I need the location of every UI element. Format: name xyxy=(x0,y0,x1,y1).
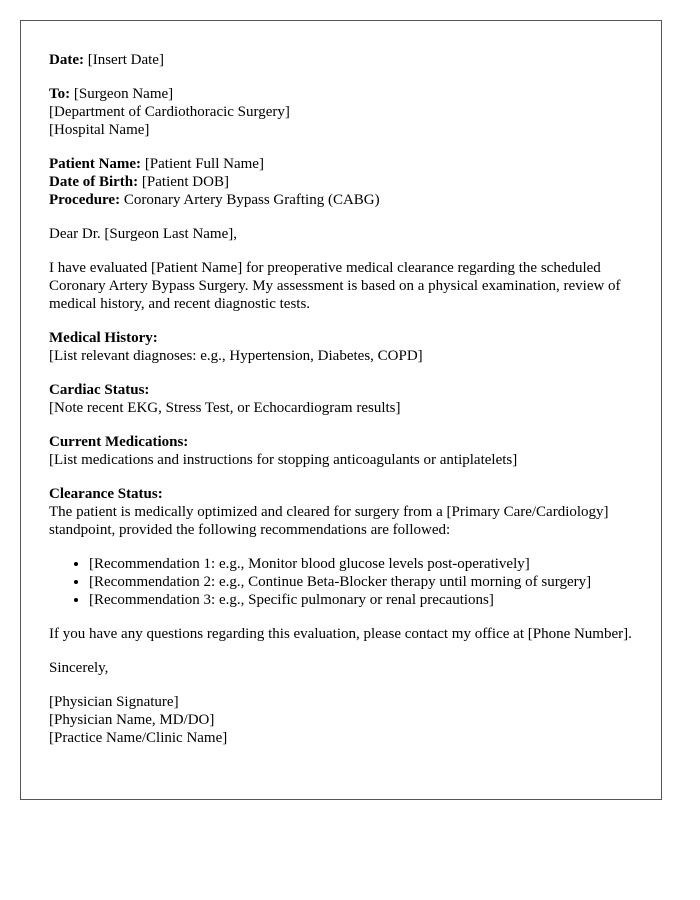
medical-history-section xyxy=(49,329,633,365)
recipient-block xyxy=(49,85,633,139)
physician-name-line: [Physician Name, MD/DO] xyxy=(49,712,215,728)
procedure-value: Coronary Artery Bypass Grafting (CABG) xyxy=(123,192,380,208)
to-label: To: xyxy=(49,86,71,102)
patient-dob-value: [Patient DOB] xyxy=(141,174,229,190)
patient-name-label: Patient Name: xyxy=(49,156,142,172)
list-item: • [Recommendation 1: e.g., Monitor blood glucose levels post-operatively] xyxy=(89,555,633,573)
cardiac-status-section xyxy=(49,381,633,417)
current-medications-section xyxy=(49,433,633,469)
medical-history-heading: Medical History: xyxy=(49,330,158,346)
cardiac-status-text: [Note recent EKG, Stress Test, or Echocardiogram results] xyxy=(49,400,401,416)
list-item: • [Recommendation 2: e.g., Continue Beta-Blocker therapy until morning of surgery] xyxy=(89,573,633,591)
recipient-hospital: [Hospital Name] xyxy=(49,122,150,138)
signature-block xyxy=(49,693,633,747)
current-medications-text: [List medications and instructions for stopping anticoagulants or antiplatelets] xyxy=(49,452,518,468)
to-value: [Surgeon Name] xyxy=(73,86,174,102)
cardiac-status-heading: Cardiac Status: xyxy=(49,382,150,398)
current-medications-heading: Current Medications: xyxy=(49,434,189,450)
patient-dob-label: Date of Birth: xyxy=(49,174,139,190)
letter-document xyxy=(20,20,662,800)
clearance-status-heading: Clearance Status: xyxy=(49,486,163,502)
salutation: Dear Dr. [Surgeon Last Name], xyxy=(49,226,237,242)
date-value: [Insert Date] xyxy=(87,52,164,68)
intro-paragraph: I have evaluated [Patient Name] for preoperative medical clearance regarding the scheduled Coronary Artery Bypass Surgery. My assessment is based on a physical examination, review of medical history, and recent diagnostic tests. xyxy=(49,260,621,312)
procedure-label: Procedure: xyxy=(49,192,121,208)
practice-name-line: [Practice Name/Clinic Name] xyxy=(49,730,228,746)
recipient-department: [Department of Cardiothoracic Surgery] xyxy=(49,104,290,120)
patient-block xyxy=(49,155,633,209)
closing-paragraph: If you have any questions regarding this evaluation, please contact my office at [Phone Number]. xyxy=(49,626,632,642)
signoff: Sincerely, xyxy=(49,660,109,676)
clearance-status-section xyxy=(49,485,633,539)
patient-name-value: [Patient Full Name] xyxy=(144,156,264,172)
recommendations-list xyxy=(49,555,633,609)
medical-history-text: [List relevant diagnoses: e.g., Hypertension, Diabetes, COPD] xyxy=(49,348,423,364)
clearance-status-text: The patient is medically optimized and cleared for surgery from a [Primary Care/Cardiology] standpoint, provided the following recommendations are followed: xyxy=(49,504,609,538)
list-item: • [Recommendation 3: e.g., Specific pulmonary or renal precautions] xyxy=(89,591,633,609)
date-line xyxy=(49,51,633,69)
date-label: Date: xyxy=(49,52,84,68)
signature-line: [Physician Signature] xyxy=(49,694,179,710)
